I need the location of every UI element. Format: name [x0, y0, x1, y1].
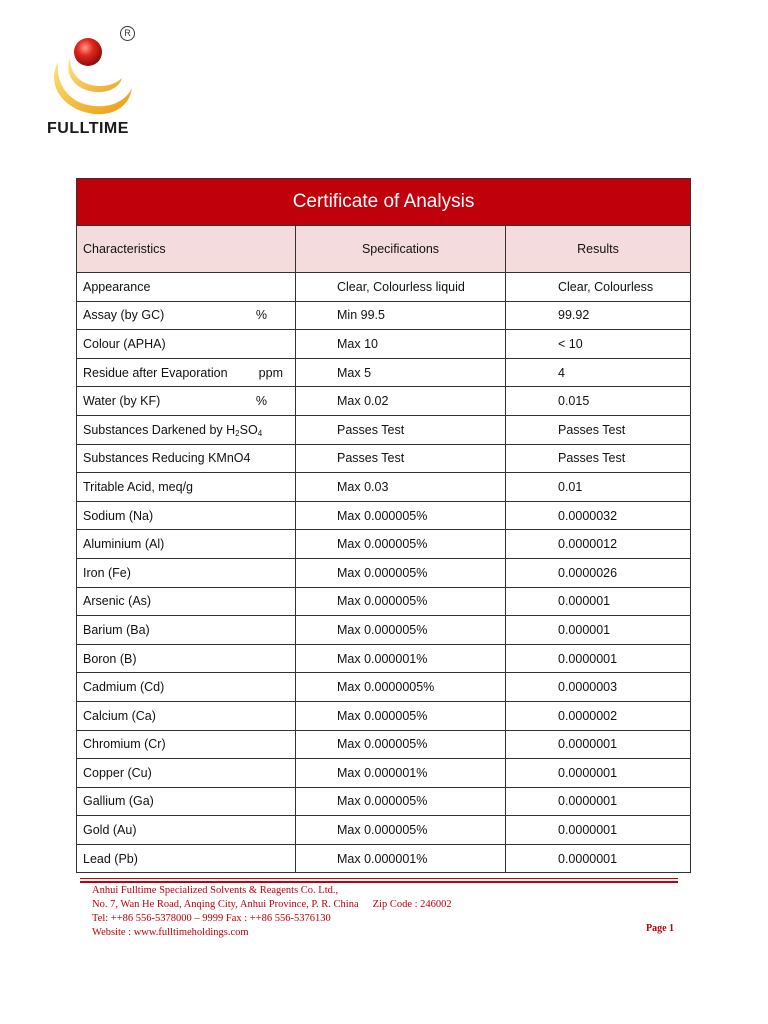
specification-cell: Clear, Colourless liquid — [296, 273, 506, 302]
specification-cell: Max 0.000005% — [296, 587, 506, 616]
characteristic-cell — [77, 816, 296, 845]
result-cell: 4 — [506, 358, 691, 387]
table-row — [77, 558, 691, 587]
footer-divider — [80, 878, 678, 883]
characteristic-name: Tritable Acid, meq/g — [83, 479, 194, 494]
characteristic-cell — [77, 787, 296, 816]
characteristic-name: Lead (Pb) — [83, 851, 138, 866]
characteristic-cell — [77, 759, 296, 788]
characteristic-cell — [77, 558, 296, 587]
characteristic-name-part: Substances Darkened by H — [83, 422, 236, 437]
specification-cell: Max 0.0000005% — [296, 673, 506, 702]
specification-cell: Max 0.000005% — [296, 816, 506, 845]
characteristic-cell — [77, 444, 296, 473]
table-row — [77, 616, 691, 645]
table-row — [77, 501, 691, 530]
table-row — [77, 587, 691, 616]
characteristic-unit: % — [255, 394, 267, 409]
footer-company: Anhui Fulltime Specialized Solvents & Reagents Co. Ltd., — [92, 885, 339, 896]
result-cell: 0.0000001 — [506, 816, 691, 845]
characteristic-name: Chromium (Cr) — [83, 737, 166, 752]
characteristic-cell — [77, 415, 296, 444]
characteristic-name: Assay (by GC) — [83, 308, 165, 323]
result-cell: 0.01 — [506, 473, 691, 502]
specification-cell: Max 0.000005% — [296, 701, 506, 730]
footer-address: No. 7, Wan He Road, Anqing City, Anhui Province, P. R. China — [92, 899, 359, 910]
characteristic-name: Sodium (Na) — [83, 508, 154, 523]
characteristic-name: Iron (Fe) — [83, 565, 131, 580]
result-cell: 0.0000003 — [506, 673, 691, 702]
result-cell: Passes Test — [506, 444, 691, 473]
characteristic-name: Appearance — [83, 279, 151, 294]
specification-cell: Max 0.000005% — [296, 730, 506, 759]
specification-cell: Max 0.02 — [296, 387, 506, 416]
result-cell: 0.0000001 — [506, 644, 691, 673]
table-row — [77, 358, 691, 387]
characteristic-name: Arsenic (As) — [83, 594, 152, 609]
result-cell: < 10 — [506, 330, 691, 359]
characteristic-cell — [77, 730, 296, 759]
footer-address-line — [92, 898, 682, 912]
characteristic-cell — [77, 473, 296, 502]
characteristic-name: Water (by KF) — [83, 394, 161, 409]
table-row — [77, 415, 691, 444]
characteristic-cell — [77, 273, 296, 302]
column-header-specifications: Specifications — [296, 226, 506, 273]
characteristic-name: Gold (Au) — [83, 823, 137, 838]
table-row — [77, 759, 691, 788]
result-cell: 0.0000026 — [506, 558, 691, 587]
result-cell: 0.0000002 — [506, 701, 691, 730]
result-cell: Clear, Colourless — [506, 273, 691, 302]
characteristic-cell — [77, 587, 296, 616]
result-cell: 0.0000001 — [506, 787, 691, 816]
certificate-table — [76, 178, 691, 873]
characteristic-name: Calcium (Ca) — [83, 708, 156, 723]
certificate-title: Certificate of Analysis — [77, 179, 691, 226]
characteristic-cell — [77, 301, 296, 330]
specification-cell: Max 0.000005% — [296, 558, 506, 587]
characteristic-name: Barium (Ba) — [83, 622, 150, 637]
table-row — [77, 273, 691, 302]
specification-cell: Max 0.000005% — [296, 530, 506, 559]
registered-mark: R — [120, 26, 135, 41]
specification-cell: Min 99.5 — [296, 301, 506, 330]
characteristic-name: Substances Reducing KMnO4 — [83, 451, 251, 466]
table-row — [77, 701, 691, 730]
characteristic-cell — [77, 501, 296, 530]
characteristic-name: Residue after Evaporation — [83, 365, 228, 380]
table-row — [77, 673, 691, 702]
table-row — [77, 444, 691, 473]
table-row — [77, 787, 691, 816]
characteristic-name-part: SO — [239, 422, 258, 437]
characteristic-name: Copper (Cu) — [83, 765, 152, 780]
result-cell: Passes Test — [506, 415, 691, 444]
table-row — [77, 816, 691, 845]
subscript: 4 — [257, 428, 263, 438]
table-header-row — [77, 226, 691, 273]
footer — [92, 884, 682, 940]
result-cell: 0.000001 — [506, 587, 691, 616]
table-row — [77, 730, 691, 759]
footer-contact: Tel: ++86 556-5378000 – 9999 Fax : ++86 556-5376130 — [92, 913, 331, 924]
table-row — [77, 473, 691, 502]
characteristic-cell — [77, 644, 296, 673]
characteristic-name: Aluminium (Al) — [83, 537, 165, 552]
characteristic-name — [83, 423, 262, 437]
table-row — [77, 644, 691, 673]
result-cell: 0.015 — [506, 387, 691, 416]
characteristic-unit: % — [255, 308, 267, 323]
specification-cell: Max 0.03 — [296, 473, 506, 502]
result-cell: 0.0000001 — [506, 759, 691, 788]
characteristic-cell — [77, 387, 296, 416]
characteristic-name: Boron (B) — [83, 651, 137, 666]
specification-cell: Max 0.000001% — [296, 759, 506, 788]
specification-cell: Max 0.000001% — [296, 844, 506, 873]
specification-cell: Max 0.000005% — [296, 616, 506, 645]
specification-cell: Max 5 — [296, 358, 506, 387]
characteristic-cell — [77, 701, 296, 730]
page-number: Page 1 — [646, 923, 675, 934]
characteristic-name: Cadmium (Cd) — [83, 680, 165, 695]
table-row — [77, 301, 691, 330]
table-row — [77, 330, 691, 359]
footer-zip: Zip Code : 246002 — [372, 899, 452, 910]
result-cell: 0.0000001 — [506, 730, 691, 759]
footer-website[interactable]: Website : www.fulltimeholdings.com — [92, 927, 249, 938]
characteristic-cell — [77, 673, 296, 702]
characteristic-cell — [77, 616, 296, 645]
characteristic-name: Gallium (Ga) — [83, 794, 154, 809]
characteristic-cell — [77, 330, 296, 359]
table-row — [77, 530, 691, 559]
specification-cell: Max 0.000001% — [296, 644, 506, 673]
result-cell: 0.0000012 — [506, 530, 691, 559]
specification-cell: Max 10 — [296, 330, 506, 359]
result-cell: 0.0000032 — [506, 501, 691, 530]
result-cell: 0.000001 — [506, 616, 691, 645]
brand-name: FULLTIME — [47, 120, 129, 137]
subscript: 2 — [235, 428, 240, 438]
characteristic-unit: ppm — [258, 365, 283, 380]
specification-cell: Max 0.000005% — [296, 501, 506, 530]
specification-cell: Passes Test — [296, 444, 506, 473]
result-cell: 99.92 — [506, 301, 691, 330]
column-header-results: Results — [506, 226, 691, 273]
characteristic-cell — [77, 844, 296, 873]
column-header-characteristics: Characteristics — [77, 226, 296, 273]
specification-cell: Passes Test — [296, 415, 506, 444]
characteristic-cell — [77, 530, 296, 559]
characteristic-cell — [77, 358, 296, 387]
characteristic-name: Colour (APHA) — [83, 336, 166, 351]
table-row — [77, 387, 691, 416]
table-row — [77, 844, 691, 873]
result-cell: 0.0000001 — [506, 844, 691, 873]
specification-cell: Max 0.000005% — [296, 787, 506, 816]
